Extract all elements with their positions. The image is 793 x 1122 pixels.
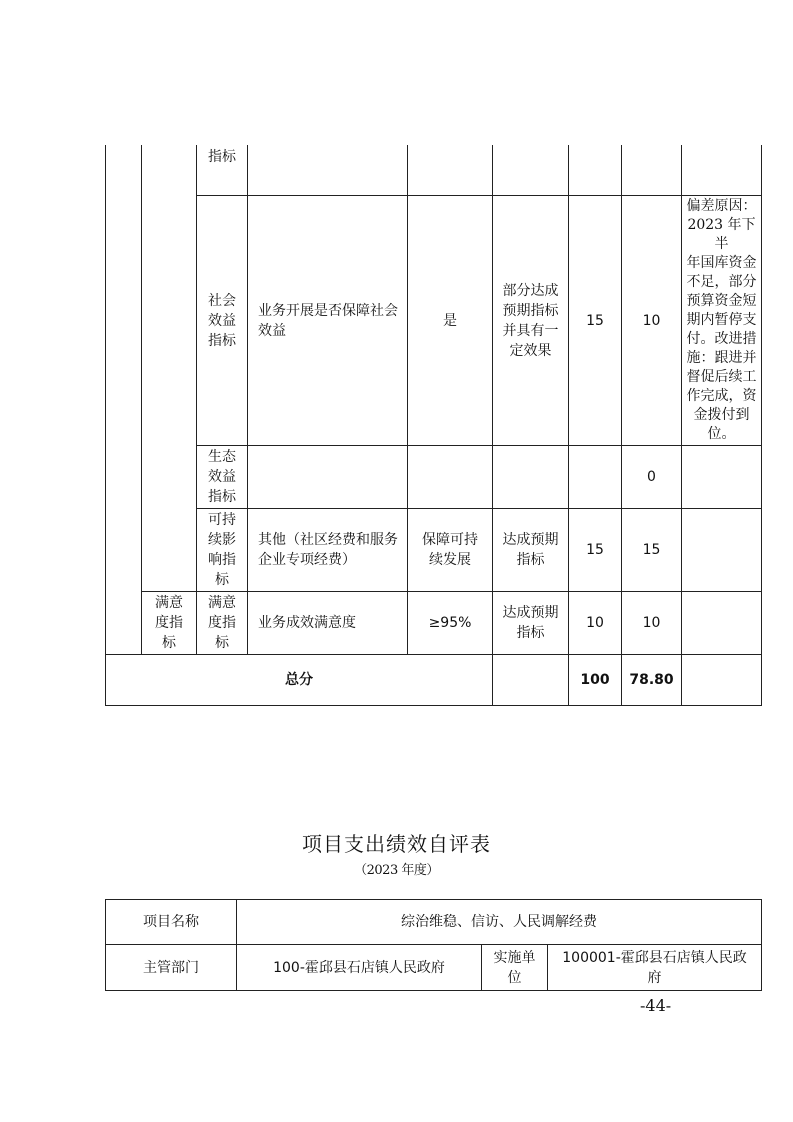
table-col2-merged (141, 145, 196, 591)
sustain-target: 保障可持 续发展 (407, 508, 492, 591)
satisfaction-indicator: 满意 度指 标 (196, 591, 247, 654)
eco-benefit-name (247, 445, 407, 508)
eco-benefit-target (407, 445, 492, 508)
sustain-name: 其他（社区经费和服务 企业专项经费） (247, 508, 407, 591)
social-benefit-indicator: 社会 效益 指标 (196, 195, 247, 445)
satisfaction-category: 满意 度指 标 (141, 591, 196, 654)
social-benefit-reason: 偏差原因： 2023 年下半 年国库资金 不足，部分 预算资金短 期内暂停支 付。改进措 施：跟进并 督促后续工 作完成，资 金拨付到 位。 (681, 195, 762, 445)
sustain-indicator: 可持 续影 响指 标 (196, 508, 247, 591)
eco-benefit-weight (568, 445, 621, 508)
satisfaction-reason (681, 591, 762, 654)
total-weight: 100 (568, 654, 621, 706)
eco-benefit-reason (681, 445, 762, 508)
satisfaction-score: 10 (621, 591, 681, 654)
satisfaction-weight: 10 (568, 591, 621, 654)
score-cell (621, 145, 681, 195)
sustain-reason (681, 508, 762, 591)
sustain-score: 15 (621, 508, 681, 591)
impl-unit-value: 100001-霍邱县石店镇人民政 府 (547, 944, 762, 991)
impl-unit-label: 实施单 位 (481, 944, 547, 991)
form-title: 项目支出绩效自评表 (302, 832, 491, 856)
weight-cell (568, 145, 621, 195)
target-cell (407, 145, 492, 195)
indicator-cell: 指标 (196, 145, 247, 195)
total-actual (492, 654, 568, 706)
eco-benefit-score: 0 (621, 445, 681, 508)
page-number: -44- (640, 996, 672, 1015)
satisfaction-col1-blank (105, 591, 141, 654)
name-cell (247, 145, 407, 195)
eco-benefit-indicator: 生态 效益 指标 (196, 445, 247, 508)
satisfaction-target: ≥95% (407, 591, 492, 654)
social-benefit-weight: 15 (568, 195, 621, 445)
total-score: 78.80 (621, 654, 681, 706)
dept-label: 主管部门 (105, 944, 236, 991)
satisfaction-name: 业务成效满意度 (247, 591, 407, 654)
total-reason (681, 654, 762, 706)
project-name-label: 项目名称 (105, 899, 236, 944)
social-benefit-actual: 部分达成 预期指标 并具有一 定效果 (492, 195, 568, 445)
actual-cell (492, 145, 568, 195)
total-label: 总分 (105, 654, 492, 706)
table-col1-merged (105, 145, 141, 591)
sustain-actual: 达成预期 指标 (492, 508, 568, 591)
social-benefit-target: 是 (407, 195, 492, 445)
dept-value: 100-霍邱县石店镇人民政府 (236, 944, 481, 991)
eco-benefit-actual (492, 445, 568, 508)
reason-cell (681, 145, 762, 195)
satisfaction-actual: 达成预期 指标 (492, 591, 568, 654)
form-year: （2023 年度） (354, 863, 439, 878)
social-benefit-score: 10 (621, 195, 681, 445)
social-benefit-name: 业务开展是否保障社会 效益 (247, 195, 407, 445)
project-name-value: 综治维稳、信访、人民调解经费 (236, 899, 762, 944)
sustain-weight: 15 (568, 508, 621, 591)
